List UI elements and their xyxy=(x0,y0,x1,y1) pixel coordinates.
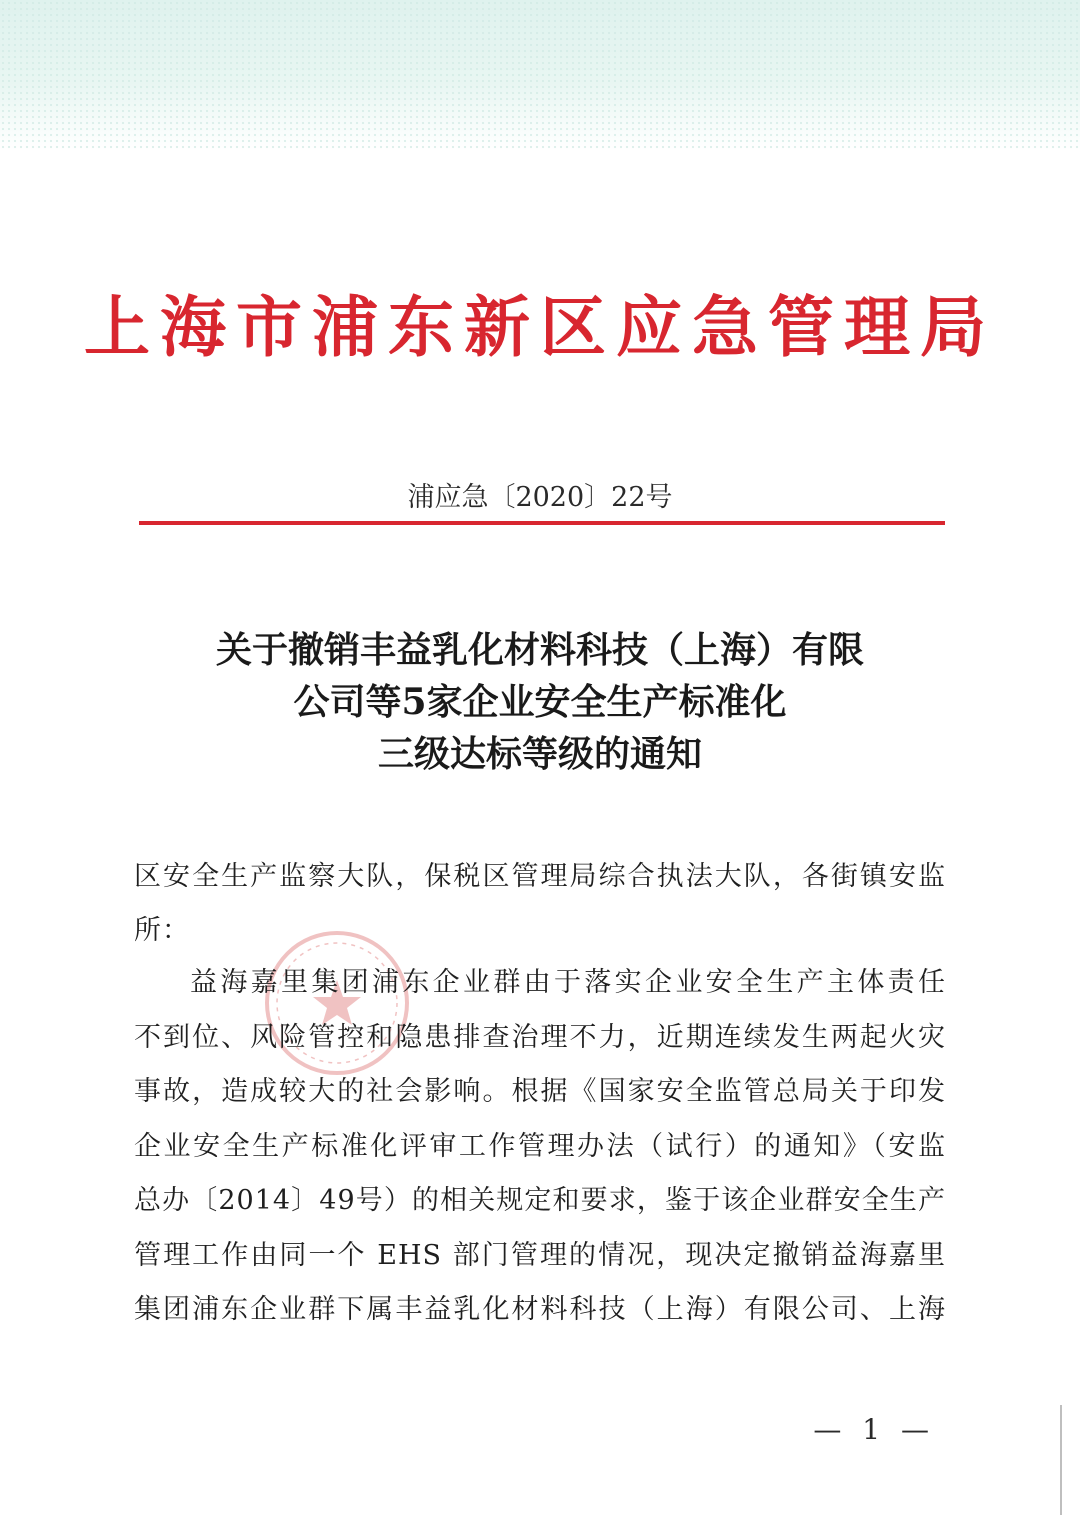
title-line: 公司等5家企业安全生产标准化 xyxy=(293,681,787,723)
document-title xyxy=(0,624,1080,780)
body-line: 集团浦东企业群下属丰益乳化材料科技（上海）有限公司、上海 xyxy=(134,1294,946,1325)
title-line: 三级达标等级的通知 xyxy=(377,733,702,775)
page-number: — 1 — xyxy=(813,1413,935,1446)
body-line: 不到位、风险管控和隐患排查治理不力，近期连续发生两起火灾 xyxy=(134,1021,946,1053)
body-line: 总办〔2014〕49号）的相关规定和要求，鉴于该企业群安全生产 xyxy=(134,1185,946,1216)
agency-name: 上海市浦东新区应急管理局 xyxy=(84,288,996,366)
body-line: 益海嘉里集团浦东企业群由于落实企业安全生产主体责任 xyxy=(190,967,946,998)
scan-edge-line xyxy=(1060,1405,1062,1515)
recipient-line: 区安全生产监察大队，保税区管理局综合执法大队，各街镇安监所： xyxy=(134,861,946,946)
body-line: 管理工作由同一个 EHS 部门管理的情况，现决定撤销益海嘉里 xyxy=(134,1239,946,1271)
red-divider-line xyxy=(139,521,945,525)
body-line: 企业安全生产标准化评审工作管理办法（试行）的通知》（安监 xyxy=(134,1130,946,1162)
body-line: 事故，造成较大的社会影响。根据《国家安全监管总局关于印发 xyxy=(134,1076,946,1107)
scan-top-band xyxy=(0,0,1080,150)
title-line: 关于撤销丰益乳化材料科技（上海）有限 xyxy=(215,629,864,671)
document-number: 浦应急〔2020〕22号 xyxy=(407,482,673,513)
body-paragraph xyxy=(134,956,946,1338)
